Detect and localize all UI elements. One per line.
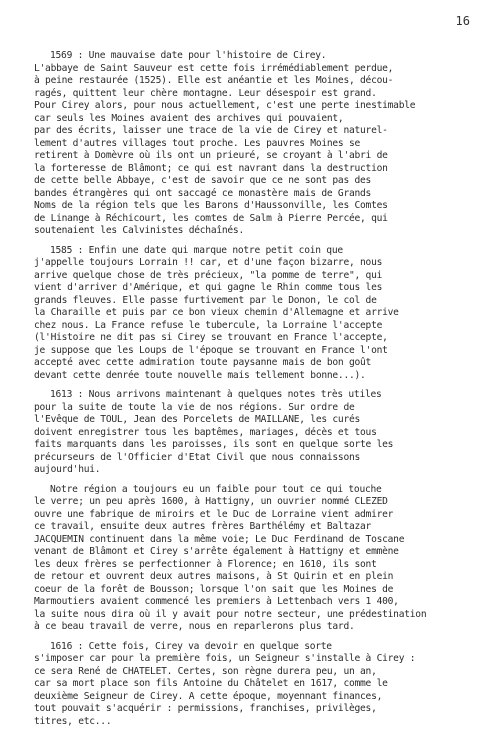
text-line: 1585 : Enfin une date qui marque notre petit coin que <box>50 244 343 256</box>
text-line: s'imposer car pour la première fois, un Seigneur s'installe à Cirey : <box>34 653 416 664</box>
text-line: de cette belle Abbaye, c'est de savoir que ce ne sont pas des <box>34 175 372 186</box>
text-line: ouvre une fabrique de miroirs et le Duc de Lorraine vient admirer <box>34 508 394 520</box>
document-body <box>34 50 486 735</box>
text-line: le verre; un peu après 1600, à Hattigny, un ouvrier nommé CLEZED <box>34 496 388 507</box>
text-line: de retour et ouvrent deux autres maisons, à St Quirin et en plein <box>34 571 394 582</box>
text-line: la suite nous dira où il y avait pour notre secteur, une prédestination <box>34 608 427 620</box>
text-line: la Charaille et puis par ce bon vieux chemin d'Allemagne et arrive <box>34 307 399 318</box>
text-line: ce travail, ensuite deux autres frères Barthélémy et Baltazar <box>34 521 372 532</box>
text-line: de Linange à Réchicourt, les comtes de Salm à Pierre Percée, qui <box>34 212 388 224</box>
text-line: ragés, quittent leur chère montagne. Leur désespoir est grand. <box>34 87 377 99</box>
text-line: grands fleuves. Elle passe furtivement par le Donon, le col de <box>34 294 377 306</box>
text-line: devant cette denrée toute nouvelle mais tellement bonne...). <box>34 369 366 381</box>
text-line: coeur de la forêt de Bousson; lorsque l'on sait que les Moines de <box>34 583 394 595</box>
text-line: accepté avec cette admiration toute paysanne mais de bon goût <box>34 357 372 368</box>
text-line: titres, etc... <box>34 715 112 727</box>
text-line: 1613 : Nous arrivons maintenant à quelques notes très utiles <box>50 389 382 400</box>
text-line: faits marquants dans les paroisses, ils sont en quelque sorte les <box>34 439 394 450</box>
text-line: Noms de la région tels que les Barons d'Haussonville, les Comtes <box>34 200 388 211</box>
text-line: aujourd'hui. <box>34 464 101 475</box>
text-line: chez nous. La France refuse le tubercule, la Lorraine l'accepte <box>34 319 383 331</box>
paragraph <box>34 245 486 383</box>
text-line: les deux frères se perfectionner à Florence; en 1610, ils sont <box>34 558 377 570</box>
page-number: 16 <box>455 14 470 28</box>
text-line: 1569 : Une mauvaise date pour l'histoire de Cirey. <box>50 50 327 61</box>
text-line: par des écrits, laisser une trace de la vie de Cirey et naturel- <box>34 125 388 136</box>
text-line: (l'Histoire ne dit pas si Cirey se trouvant en France l'accepte, <box>34 332 388 343</box>
text-line: arrive quelque chose de très précieux, "la pomme de terre", qui <box>34 269 383 281</box>
text-line: vient d'arriver d'Amérique, et qui gagne le Rhin comme tous les <box>34 282 383 293</box>
text-line: lement d'autres villages tout proche. Les pauvres Moines se <box>34 137 361 149</box>
paragraph <box>34 50 486 238</box>
text-line: deuxième Seigneur de Cirey. A cette époque, moyennant finances, <box>34 690 383 702</box>
text-line: JACQUEMIN continuent dans la même voie; Le Duc Ferdinand de Toscane <box>34 533 405 545</box>
text-line: pour la suite de toute la vie de nos régions. Sur ordre de <box>34 401 355 413</box>
text-line: retirent à Domèvre où ils ont un prieuré, se croyant à l'abri de <box>34 150 388 161</box>
text-line: la forteresse de Blâmont; ce qui est navrant dans la destruction <box>34 162 388 174</box>
text-line: car sa mort place son fils Antoine du Châtelet en 1617, comme le <box>34 678 388 689</box>
text-line: ce sera René de CHATELET. Certes, son règne durera peu, un an, <box>34 665 377 677</box>
paragraph <box>34 389 486 477</box>
text-line: Marmoutiers avaient commencé les premiers à Lettenbach vers 1 400, <box>34 596 399 607</box>
text-line: L'abbaye de Saint Sauveur est cette fois irrémédiablement perdue, <box>34 62 394 74</box>
text-line: l'Evêque de TOUL, Jean des Porcelets de MAILLANE, les curés <box>34 414 361 425</box>
text-line: tout pouvait s'acquérir : permissions, franchises, privilèges, <box>34 703 377 714</box>
text-line: Pour Cirey alors, pour nous actuellement, c'est une perte inestimable <box>34 100 416 111</box>
text-line: précurseurs de l'Officier d'Etat Civil que nous connaissons <box>34 451 361 463</box>
text-line: bandes étrangères qui ont saccagé ce monastère mais de Grands <box>34 187 372 199</box>
text-line: Notre région a toujours eu un faible pour tout ce qui touche <box>50 483 382 495</box>
paragraph <box>34 484 486 634</box>
text-line: à peine restaurée (1525). Elle est anéantie et les Moines, décou- <box>34 75 394 86</box>
paragraph <box>34 641 486 729</box>
text-line: je suppose que les Loups de l'époque se trouvant en France l'ont <box>34 344 388 356</box>
text-line: à ce beau travail de verre, nous en reparlerons plus tard. <box>34 621 355 632</box>
text-line: car seuls les Moines avaient des archives qui pouvaient, <box>34 112 344 124</box>
text-line: venant de Blâmont et Cirey s'arrête également à Hattigny et emmène <box>34 546 399 557</box>
text-line: doivent enregistrer tous les baptêmes, mariages, décès et tous <box>34 426 377 438</box>
text-line: j'appelle toujours Lorrain !! car, et d'une façon bizarre, nous <box>34 257 383 268</box>
text-line: 1616 : Cette fois, Cirey va devoir en quelque sorte <box>50 640 332 652</box>
text-line: soutenaient les Calvinistes déchaînés. <box>34 225 244 236</box>
